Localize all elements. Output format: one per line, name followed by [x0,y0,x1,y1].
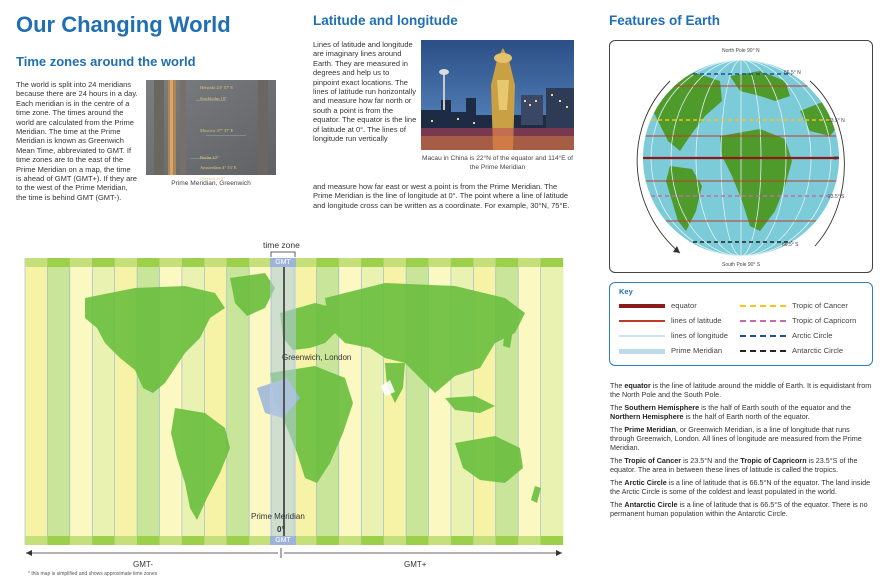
antarctic-label: 66.5° S [782,242,799,248]
gmt-bottom-label: GMT [270,536,296,545]
plaque-line: Helsinki 24° 57' E [200,85,233,90]
key-swatch [619,349,665,354]
greenwich-photo [146,80,276,181]
time-zone-label: time zone [263,240,300,250]
key-label: Prime Meridian [671,346,723,355]
feature-paragraph: The Prime Meridian, or Greenwich Meridian, is a line of longitude that runs through Greenwich, London. All lines of longitude are measured from the Prime Meridian. [610,425,862,453]
latlong-body-top: Lines of latitude and longitude are imaginary lines around Earth. They are measured in degrees and help us to pinpoint exact locations. The lines of latitude run horizontally and measure how far north or south a point is from the equator. The equator is the line of latitude at 0°. The lines of longitude run vertically [313,40,417,144]
timezones-heading: Time zones around the world [16,54,196,69]
key-swatch [619,304,665,307]
key-label: Antarctic Circle [792,346,844,355]
plaque-line: Amsterdam 4° 53' E [200,165,237,170]
key-label: lines of longitude [671,331,728,340]
key-label: equator [671,301,697,310]
earth-heading: Features of Earth [609,13,721,28]
plaque-line: Stockholm 18° [200,95,227,101]
gmt-minus-label: GMT- [133,560,153,569]
gmt-top-label: GMT [270,258,296,267]
key-swatch [740,335,786,337]
earth-diagram-box [609,40,873,273]
key-title: Key [619,287,633,296]
feature-paragraph: The Antarctic Circle is a line of latitude that is 66.5°S of the equator. There is no permanent human population within the Antarctic Circle. [610,500,868,519]
equator-label: 0° [834,156,839,162]
feature-paragraph: The Arctic Circle is a line of latitude that is 66.5°N of the equator. The land inside the Arctic Circle is some of the coldest and least populated in the world. [610,478,871,497]
greenwich-label: Greenwich, London [282,353,352,362]
key-label: Tropic of Cancer [792,301,848,310]
time-zone-bracket [270,250,296,258]
timezones-body: The world is split into 24 meridians because there are 24 hours in a day. Each meridian is in the centre of a time zone. The times around the world are calculated from the Prime Meridian. The time at the Prime Meridian is known as Greenwich Mean Time, abbreviated to GMT. If time zones are to the east of the Prime Meridian on a map, the time is ahead of GMT (GMT+). If they are to the west of the Prime Meridian, the time is behind GMT (GMT-). [16,80,138,202]
feature-paragraph: The Southern Hemisphere is the half of Earth south of the equator and the Northern Hemisphere is the half of Earth north of the equator. [610,403,851,422]
plaque-text [200,83,236,184]
key-label: Arctic Circle [792,331,833,340]
prime-meridian-line [283,258,285,545]
greenwich-caption: Prime Meridian, Greenwich [171,180,251,187]
plaque-line: Moscow 37° 37' E [200,128,234,133]
capricorn-label: 23.5° S [828,194,845,200]
macau-photo [421,40,574,150]
key-label: Tropic of Capricorn [792,316,857,325]
key-swatch [619,335,665,337]
feature-paragraph: The equator is the line of latitude around the middle of Earth. It is equidistant from the North Pole and the South Pole. [610,381,872,400]
arctic-label: 66.5° N [784,70,801,76]
key-swatch [619,320,665,322]
key-swatch [740,350,786,352]
gmt-arrows [22,548,566,558]
prime-meridian-label: Prime Meridian [251,512,305,521]
zero-degree-label: 0° [277,525,285,534]
latlong-body-bottom: and measure how far east or west a point is from the Prime Meridian. The Prime Meridian is the line of longitude at 0°. The point where a line of latitude and longitude cross can be written as a coordinate. For example, 30°N, 75°E. [313,182,570,210]
page-title: Our Changing World [16,12,231,37]
feature-paragraph: The Tropic of Cancer is 23.5°N and the Tropic of Capricorn is 23.5°S of the equator. The area in between these lines of latitude is called the tropics. [610,456,858,475]
key-label: lines of latitude [671,316,722,325]
features-text [610,381,872,522]
north-pole-label: North Pole 90° N [722,48,760,54]
south-pole-label: South Pole 90° S [722,262,761,268]
plaque-line: Greenwich 0° [200,175,225,181]
key-swatch [740,305,786,307]
earth-globe [610,41,872,272]
cancer-label: 23.5° N [828,118,845,124]
key-box [609,282,873,366]
key-swatch [740,320,786,322]
latlong-heading: Latitude and longitude [313,13,458,28]
macau-photo-art [421,40,574,150]
map-footnote: * this map is simplified and shows approximate time zones [28,571,158,577]
world-map [25,258,563,545]
gmt-plus-label: GMT+ [404,560,427,569]
plaque-line: Berlin 13° [200,154,219,160]
macau-caption: Macau in China is 22°N of the equator and 114°E of the Prime Meridian [421,155,574,171]
